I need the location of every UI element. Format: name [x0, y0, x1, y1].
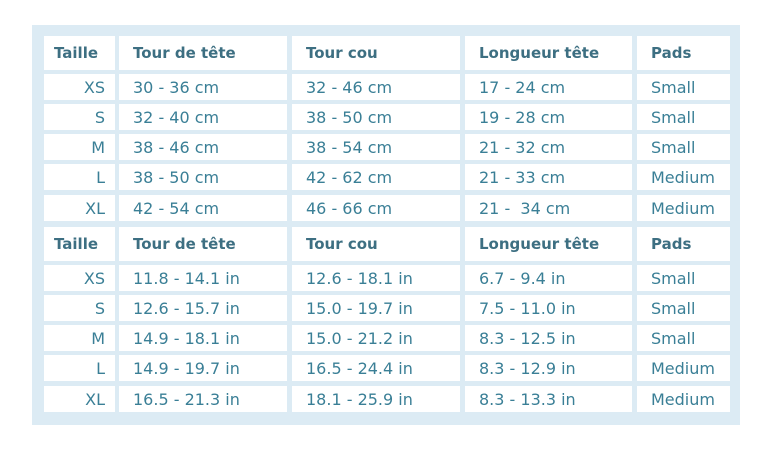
table-cell-size: XS [44, 265, 115, 291]
table-cell-pads: Small [637, 325, 730, 351]
table-cell-neck-circumference: 16.5 - 24.4 in [292, 355, 460, 381]
table-cell-size: S [44, 104, 115, 130]
table-cell-neck-circumference: 15.0 - 21.2 in [292, 325, 460, 351]
table-cell-neck-circumference: 32 - 46 cm [292, 74, 460, 100]
table-cell-head-length: 19 - 28 cm [465, 104, 632, 130]
table-cell-neck-circumference: 15.0 - 19.7 in [292, 295, 460, 321]
table-cell-neck-circumference: 46 - 66 cm [292, 195, 460, 221]
table-cell-size: S [44, 295, 115, 321]
table-cell-head-length: 21 - 33 cm [465, 164, 632, 190]
table-cell-neck-circumference: 38 - 54 cm [292, 134, 460, 160]
header-cell-pads: Pads [637, 227, 730, 261]
table-cell-head-length: 8.3 - 13.3 in [465, 386, 632, 412]
table-cell-head-circumference: 16.5 - 21.3 in [119, 386, 287, 412]
table-cell-pads: Small [637, 74, 730, 100]
table-cell-head-circumference: 11.8 - 14.1 in [119, 265, 287, 291]
header-cell-head-length: Longueur tête [465, 36, 632, 70]
header-cell-head-circumference: Tour de tête [119, 36, 287, 70]
table-cell-head-circumference: 38 - 46 cm [119, 134, 287, 160]
table-cell-head-length: 21 - 32 cm [465, 134, 632, 160]
header-cell-size: Taille [44, 227, 115, 261]
table-cell-size: M [44, 325, 115, 351]
table-cell-pads: Medium [637, 164, 730, 190]
header-cell-neck-circumference: Tour cou [292, 36, 460, 70]
header-cell-head-length: Longueur tête [465, 227, 632, 261]
table-cell-pads: Medium [637, 386, 730, 412]
table-cell-head-length: 6.7 - 9.4 in [465, 265, 632, 291]
table-cell-pads: Small [637, 104, 730, 130]
table-cell-size: M [44, 134, 115, 160]
table-cell-neck-circumference: 12.6 - 18.1 in [292, 265, 460, 291]
header-cell-neck-circumference: Tour cou [292, 227, 460, 261]
table-cell-head-circumference: 38 - 50 cm [119, 164, 287, 190]
table-cell-head-length: 8.3 - 12.5 in [465, 325, 632, 351]
table-cell-size: XL [44, 195, 115, 221]
table-cell-pads: Medium [637, 195, 730, 221]
table-cell-head-length: 17 - 24 cm [465, 74, 632, 100]
table-cell-size: XL [44, 386, 115, 412]
header-cell-pads: Pads [637, 36, 730, 70]
table-cell-pads: Small [637, 265, 730, 291]
table-cell-size: L [44, 355, 115, 381]
table-cell-pads: Small [637, 295, 730, 321]
header-cell-head-circumference: Tour de tête [119, 227, 287, 261]
table-cell-neck-circumference: 18.1 - 25.9 in [292, 386, 460, 412]
table-cell-head-circumference: 42 - 54 cm [119, 195, 287, 221]
header-cell-size: Taille [44, 36, 115, 70]
table-cell-pads: Small [637, 134, 730, 160]
table-cell-head-length: 7.5 - 11.0 in [465, 295, 632, 321]
table-cell-head-circumference: 14.9 - 19.7 in [119, 355, 287, 381]
table-cell-head-circumference: 12.6 - 15.7 in [119, 295, 287, 321]
table-cell-neck-circumference: 42 - 62 cm [292, 164, 460, 190]
table-cell-head-length: 8.3 - 12.9 in [465, 355, 632, 381]
table-cell-size: XS [44, 74, 115, 100]
table-cell-neck-circumference: 38 - 50 cm [292, 104, 460, 130]
table-cell-head-circumference: 32 - 40 cm [119, 104, 287, 130]
table-cell-head-circumference: 30 - 36 cm [119, 74, 287, 100]
table-cell-head-length: 21 - 34 cm [465, 195, 632, 221]
table-cell-pads: Medium [637, 355, 730, 381]
table-cell-head-circumference: 14.9 - 18.1 in [119, 325, 287, 351]
table-cell-size: L [44, 164, 115, 190]
